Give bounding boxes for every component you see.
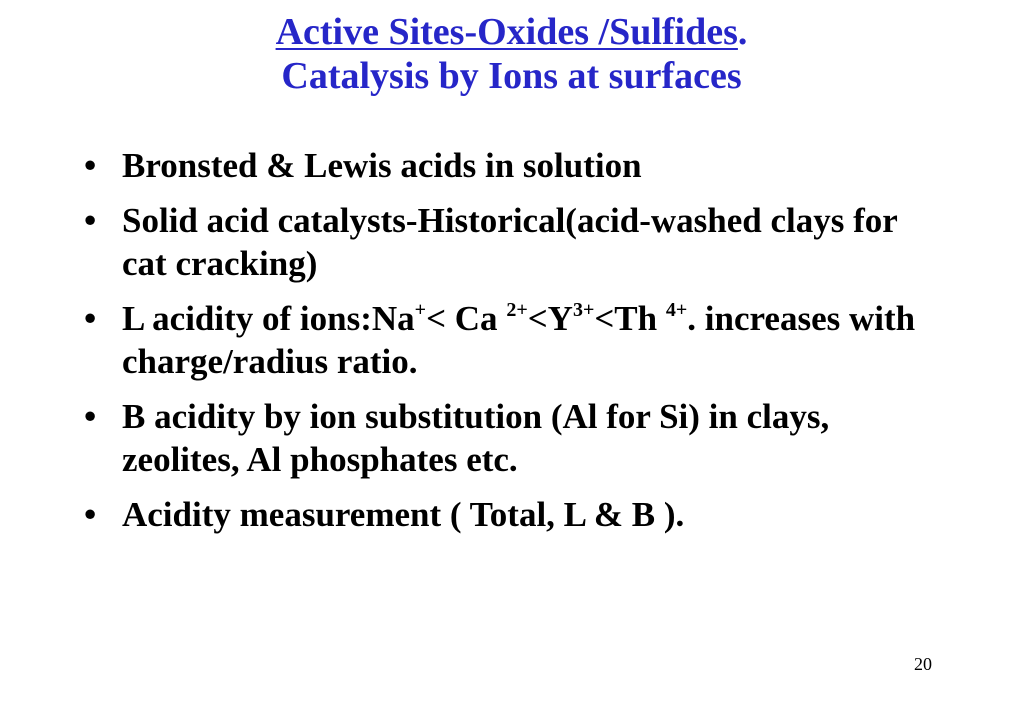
ion-text-tail: . increases with charge/radius ratio. [122, 299, 916, 381]
bullet-item-1 [84, 144, 944, 187]
bullet-icon: • [84, 299, 97, 338]
page-number: 20 [914, 654, 932, 674]
bullet-list [84, 144, 944, 548]
bullet-item-5 [84, 493, 944, 536]
bullet-icon: • [84, 201, 97, 240]
bullet-text: Acidity measurement ( Total, L & B ). [122, 495, 685, 534]
title-line-2: Catalysis by Ions at surfaces [281, 55, 742, 97]
bullet-text [122, 299, 915, 381]
ion-text-na: L acidity of ions:Na [122, 299, 415, 338]
charge-superscript: + [414, 299, 427, 321]
ion-text-y: <Y [527, 299, 573, 338]
bullet-text: Bronsted & Lewis acids in solution [122, 146, 642, 185]
title-period: . [737, 11, 748, 53]
ion-text-ca: < Ca [426, 299, 507, 338]
bullet-item-4 [84, 395, 944, 481]
bullet-item-2 [84, 199, 944, 285]
charge-superscript: 4+ [665, 299, 688, 321]
title-line-1 [0, 10, 1023, 54]
ion-text-th: <Th [594, 299, 666, 338]
bullet-item-3 [84, 297, 944, 383]
bullet-icon: • [84, 397, 97, 436]
slide-title [0, 10, 1023, 98]
bullet-icon: • [84, 495, 97, 534]
bullet-text: B acidity by ion substitution (Al for Si) in clays, zeolites, Al phosphates etc. [122, 397, 830, 479]
charge-superscript: 2+ [506, 299, 528, 321]
bullet-icon: • [84, 146, 97, 185]
charge-superscript: 3+ [572, 299, 595, 321]
title-underlined-text: Active Sites-Oxides /Sulfides [275, 11, 738, 53]
bullet-text: Solid acid catalysts-Historical(acid-washed clays for cat cracking) [122, 201, 898, 283]
